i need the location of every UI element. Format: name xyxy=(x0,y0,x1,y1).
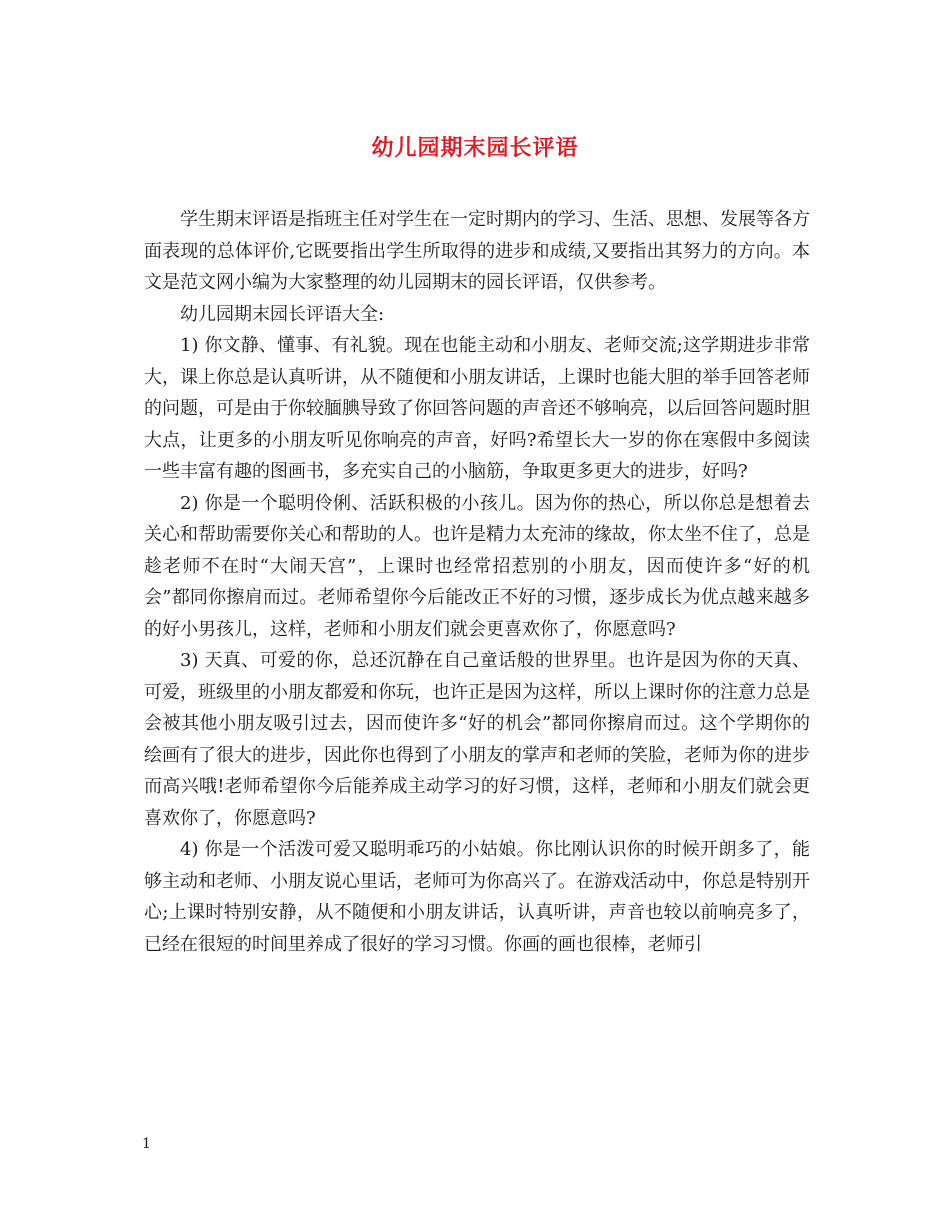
paragraph-intro: 学生期末评语是指班主任对学生在一定时期内的学习、生活、思想、发展等各方面表现的总体评价,它既要指出学生所取得的进步和成绩,又要指出其努力的方向。本文是范文网小编为大家整理的幼儿园期末的园长评语，仅供参考。 xyxy=(144,209,810,293)
document-body xyxy=(144,204,810,960)
paragraph-comment-2: 2) 你是一个聪明伶俐、活跃积极的小孩儿。因为你的热心，所以你总是想着去关心和帮助需要你关心和帮助的人。也许是精力太充沛的缘故，你太坐不住了，总是趁老师不在时“大闹天宫”，上课时也经常招惹别的小朋友，因而使许多“好的机会”都同你擦肩而过。老师希望你今后能改正不好的习惯，逐步成长为优点越来越多的好小男孩儿，这样，老师和小朋友们就会更喜欢你了，你愿意吗? xyxy=(144,492,810,640)
paragraph-comment-1: 1) 你文静、懂事、有礼貌。现在也能主动和小朋友、老师交流;这学期进步非常大，课上你总是认真听讲，从不随便和小朋友讲话，上课时也能大胆的举手回答老师的问题，可是由于你较腼腆导致了你回答问题的声音还不够响亮，以后回答问题时胆大点，让更多的小朋友听见你响亮的声音，好吗?希望长大一岁的你在寒假中多阅读一些丰富有趣的图画书，多充实自己的小脑筋，争取更多更大的进步，好吗? xyxy=(144,335,810,482)
document-title: 幼儿园期末园长评语 xyxy=(371,135,579,161)
paragraph-comment-3: 3) 天真、可爱的你，总还沉静在自己童话般的世界里。也许是因为你的天真、可爱，班级里的小朋友都爱和你玩，也许正是因为这样，所以上课时你的注意力总是会被其他小朋友吸引过去，因而使许多“好的机会”都同你擦肩而过。这个学期你的绘画有了很大的进步，因此你也得到了小朋友的掌声和老师的笑脸，老师为你的进步而高兴哦!老师希望你今后能养成主动学习的好习惯，这样，老师和小朋友们就会更喜欢你了，你愿意吗? xyxy=(144,650,810,829)
paragraph-comment-4: 4) 你是一个活泼可爱又聪明乖巧的小姑娘。你比刚认识你的时候开朗多了，能够主动和老师、小朋友说心里话，老师可为你高兴了。在游戏活动中，你总是特别开心;上课时特别安静，从不随便和小朋友讲话，认真听讲，声音也较以前响亮多了，已经在很短的时间里养成了很好的学习习惯。你画的画也很棒，老师引 xyxy=(144,839,810,955)
page-number: 1 xyxy=(142,1136,151,1152)
paragraph-heading: 幼儿园期末园长评语大全: xyxy=(180,303,385,325)
